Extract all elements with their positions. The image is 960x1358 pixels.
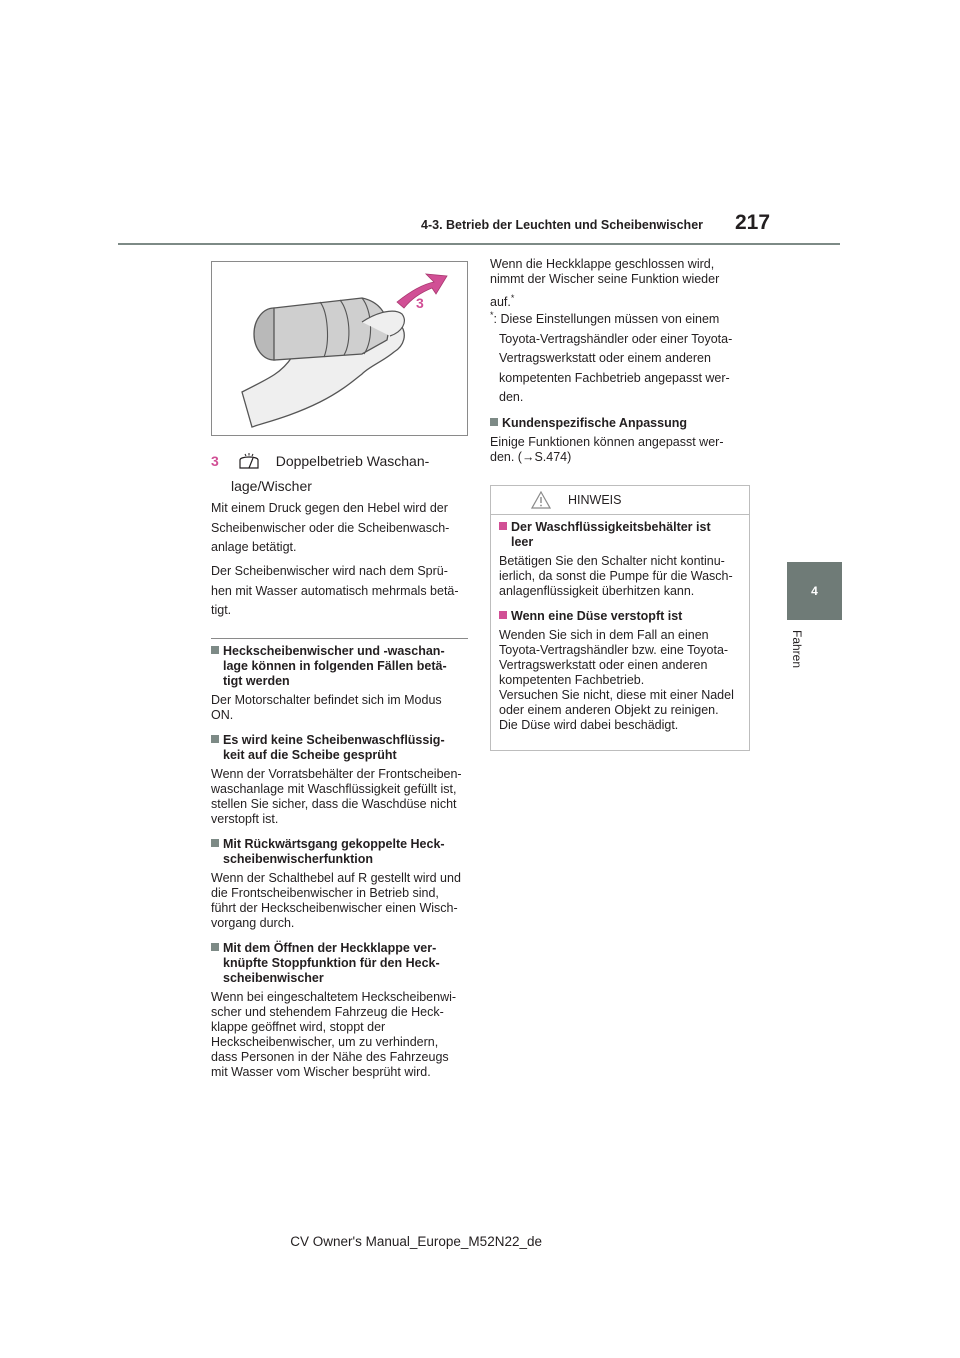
notice-body: Wenden Sie sich in dem Fall an einen <box>499 628 709 642</box>
square-bullet-icon <box>499 522 507 530</box>
info-body: scher und stehendem Fahrzeug die Heck- <box>211 1005 444 1019</box>
footnote-line: Vertragswerkstatt oder einem anderen <box>499 351 711 366</box>
section-title: 4-3. Betrieb der Leuchten und Scheibenwischer <box>421 218 704 232</box>
info-heading-cont: scheibenwischer <box>223 971 324 985</box>
info-body: verstopft ist. <box>211 812 279 826</box>
notice-item <box>499 520 744 599</box>
info-section <box>211 733 473 827</box>
info-body: klappe geöffnet wird, stoppt der <box>211 1020 386 1034</box>
notice-item <box>499 609 744 733</box>
info-heading: Mit dem Öffnen der Heckklappe ver- <box>211 941 473 956</box>
notice-title: HINWEIS <box>568 493 622 507</box>
info-heading-cont: tigt werden <box>223 674 290 688</box>
left-info-sections <box>211 644 473 1080</box>
footnote <box>490 306 752 408</box>
footnote-ref: * <box>510 293 515 303</box>
item-number: 3 <box>211 453 219 469</box>
info-section <box>211 941 473 1080</box>
info-heading: Mit Rückwärtsgang gekoppelte Heck- <box>211 837 473 852</box>
info-body: Heckscheibenwischer, um zu verhindern, <box>211 1035 439 1049</box>
info-body: waschanlage mit Waschflüssigkeit gefüllt ist, <box>211 782 457 796</box>
info-body: Wenn der Vorratsbehälter der Frontscheiben- <box>211 767 462 781</box>
washer-wiper-icon <box>237 452 261 470</box>
footnote-line: Toyota-Vertragshändler oder einer Toyota- <box>499 331 733 346</box>
notice-body: oder einem anderen Objekt zu reinigen. <box>499 703 719 717</box>
page-number: 217 <box>735 211 771 234</box>
footnote-line: kompetenten Fachbetrieb angepasst wer- <box>499 370 730 385</box>
info-body: Wenn bei eingeschaltetem Heckscheibenwi- <box>211 990 457 1004</box>
text-line: tigt. <box>211 603 232 617</box>
notice-heading-cont: leer <box>511 535 534 549</box>
chapter-tab <box>787 562 842 620</box>
header-divider <box>118 243 840 245</box>
text-line: Der Scheibenwischer wird nach dem Sprü- <box>211 564 448 578</box>
square-bullet-icon <box>211 735 219 743</box>
square-bullet-icon <box>211 646 219 654</box>
notice-body: Die Düse wird dabei beschädigt. <box>499 718 679 732</box>
info-body: die Frontscheibenwischer in Betrieb sind, <box>211 886 439 900</box>
customization-section <box>490 416 752 465</box>
notice-body: Toyota-Vertragshändler bzw. eine Toyota- <box>499 643 729 657</box>
info-heading: Es wird keine Scheibenwaschflüssig- <box>211 733 473 748</box>
text-line: Scheibenwischer oder die Scheibenwasch- <box>211 520 450 535</box>
notice-heading: Der Waschflüssigkeitsbehälter ist <box>499 520 744 535</box>
info-body: Einige Funktionen können angepasst wer- <box>490 435 724 449</box>
square-bullet-icon <box>499 611 507 619</box>
info-heading-cont: knüpfte Stoppfunktion für den Heck- <box>223 956 440 970</box>
footnote-line: den. <box>499 390 524 405</box>
notice-items <box>499 520 744 733</box>
tailgate-resume-text <box>490 257 752 313</box>
info-body: vorgang durch. <box>211 916 295 930</box>
square-bullet-icon <box>211 943 219 951</box>
wiper-lever-illustration <box>211 261 468 436</box>
page-reference-link[interactable]: den. (→S.474) <box>490 450 572 464</box>
info-section <box>211 644 473 723</box>
text-line: hen mit Wasser automatisch mehrmals betä- <box>211 583 459 598</box>
info-body: führt der Heckscheibenwischer einen Wisch- <box>211 901 458 915</box>
info-heading-cont: lage können in folgenden Fällen betä- <box>223 659 447 673</box>
info-body: Der Motorschalter befindet sich im Modus <box>211 693 442 707</box>
info-body: mit Wasser vom Wischer besprüht wird. <box>211 1065 431 1079</box>
notice-body: kompetenten Fachbetrieb. <box>499 673 645 687</box>
item-3-title-line1: Doppelbetrieb Waschan- <box>275 453 430 469</box>
lever-drawing <box>212 262 467 435</box>
notice-box <box>490 485 750 751</box>
notice-body: anlagenflüssigkeit überhitzen kann. <box>499 584 695 598</box>
info-heading-cont: keit auf die Scheibe gesprüht <box>223 748 397 762</box>
text-line: anlage betätigt. <box>211 540 297 554</box>
notice-header <box>491 486 749 515</box>
chapter-label-text: Fahren <box>790 630 804 669</box>
info-heading-cont: scheibenwischerfunktion <box>223 852 374 866</box>
section-divider <box>211 638 468 639</box>
notice-body: Versuchen Sie nicht, diese mit einer Nadel <box>499 688 734 702</box>
text-line: nimmt der Wischer seine Funktion wieder <box>490 272 720 286</box>
square-bullet-icon <box>211 839 219 847</box>
warning-icon <box>531 491 551 514</box>
item-3-para1 <box>211 499 473 558</box>
text-line: Mit einem Druck gegen den Hebel wird der <box>211 501 448 515</box>
chapter-number: 4 <box>811 584 818 598</box>
notice-body: Betätigen Sie den Schalter nicht kontinu- <box>499 554 725 568</box>
info-body: stellen Sie sicher, dass die Waschdüse nicht <box>211 797 457 811</box>
item-3-title <box>211 452 471 471</box>
square-bullet-icon <box>490 418 498 426</box>
item-3-title-line2: lage/Wischer <box>231 478 312 494</box>
text-line: Wenn die Heckklappe geschlossen wird, <box>490 257 715 271</box>
notice-heading: Wenn eine Düse verstopft ist <box>499 609 744 624</box>
figure-callout: 3 <box>416 295 424 311</box>
info-heading: Kundenspezifische Anpassung <box>490 416 752 431</box>
text-line: auf.* <box>490 293 515 310</box>
chapter-label <box>786 630 806 680</box>
notice-body: ierlich, da sonst die Pumpe für die Wasch- <box>499 569 733 583</box>
info-body: dass Personen in der Nähe des Fahrzeugs <box>211 1050 449 1064</box>
info-section <box>211 837 473 931</box>
info-heading: Heckscheibenwischer und -waschan- <box>211 644 473 659</box>
footnote-line: *: Diese Einstellungen müssen von einem <box>490 310 720 327</box>
footer-manual-id: CV Owner's Manual_Europe_M52N22_de <box>290 1234 542 1249</box>
info-body: Wenn der Schalthebel auf R gestellt wird und <box>211 871 461 885</box>
info-body: ON. <box>211 708 234 722</box>
item-3-para2 <box>211 562 473 621</box>
notice-body: Vertragswerkstatt oder einen anderen <box>499 658 708 672</box>
